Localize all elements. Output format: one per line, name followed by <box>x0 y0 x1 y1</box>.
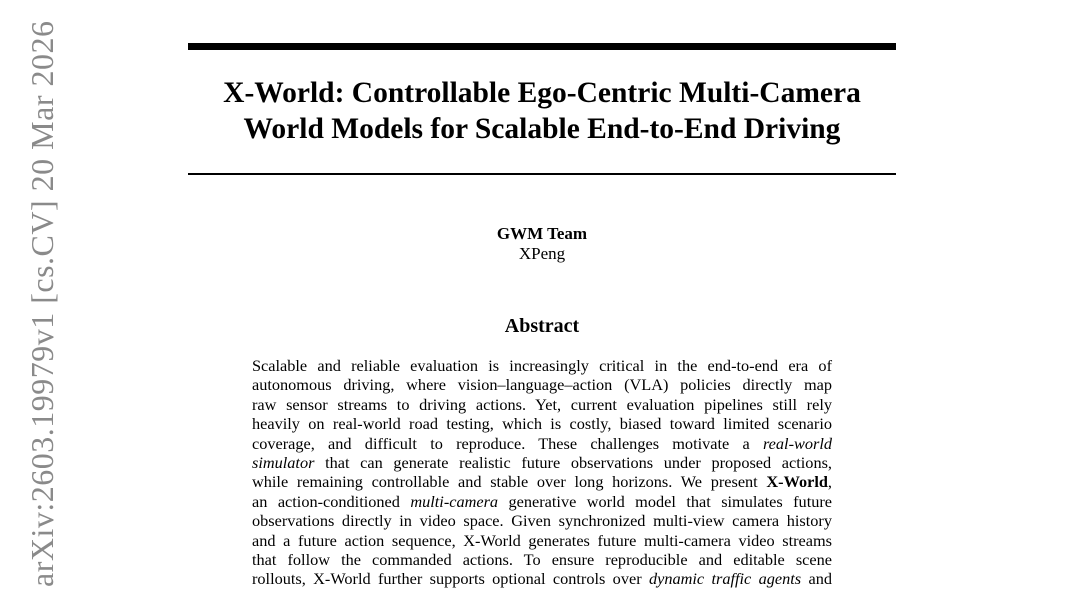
abstract-line <box>252 472 832 491</box>
abstract-line <box>252 531 832 550</box>
abstract-italic-text: real-world <box>762 433 832 453</box>
abstract-text: observations directly in video space. Given synchronized multi-view camera history <box>252 511 832 531</box>
abstract-text: coverage, and difficult to reproduce. These challenges motivate a <box>252 433 763 453</box>
abstract-text: raw sensor streams to driving actions. Yet, current evaluation pipelines still rely <box>252 394 832 414</box>
abstract-text: an action-conditioned <box>252 491 411 511</box>
abstract-text: and a future action sequence, X-World generates future multi-camera video streams <box>252 530 832 550</box>
author-name: GWM Team <box>496 224 588 243</box>
abstract-line <box>252 414 832 433</box>
abstract-text: generative world model that simulates future <box>498 491 833 511</box>
abstract-line <box>252 569 832 588</box>
paper-title <box>188 75 896 147</box>
abstract-line <box>252 550 832 569</box>
abstract-text: Scalable and reliable evaluation is increasingly critical in the end-to-end era of <box>252 356 832 375</box>
abstract-italic-text: multi-camera <box>410 491 499 511</box>
abstract-text: , <box>827 472 832 492</box>
abstract-line <box>252 434 832 453</box>
abstract-text: autonomous driving, where vision–language–action (VLA) policies directly map <box>252 375 832 395</box>
abstract-line <box>252 356 832 375</box>
abstract-line <box>252 375 832 394</box>
abstract-line <box>252 395 832 414</box>
abstract-body <box>252 356 832 589</box>
abstract-line <box>252 453 832 472</box>
abstract-line <box>252 492 832 511</box>
title-line-2: World Models for Scalable End-to-End Driving <box>243 113 841 145</box>
abstract-text: while remaining controllable and stable over long horizons. We present <box>252 472 767 492</box>
author-affiliation: XPeng <box>518 244 566 263</box>
abstract-text: rollouts, X-World further supports optional controls over <box>252 569 649 589</box>
abstract-text: and <box>801 569 832 589</box>
abstract-italic-text: dynamic traffic agents <box>648 569 802 589</box>
abstract-italic-text: simulator <box>252 453 315 473</box>
title-top-rule <box>188 43 896 50</box>
title-line-1: X-World: Controllable Ego-Centric Multi-Camera <box>223 77 861 109</box>
abstract-text: that can generate realistic future observations under proposed actions, <box>314 453 832 473</box>
abstract-heading: Abstract <box>504 315 580 337</box>
abstract-bold-text: X-World <box>766 472 828 492</box>
author-block <box>188 224 896 264</box>
arxiv-identifier-stamp: arXiv:2603.19979v1 [cs.CV] 20 Mar 2026 <box>24 20 60 587</box>
abstract-text: that follow the commanded actions. To ensure reproducible and editable scene <box>252 550 832 570</box>
abstract-line <box>252 511 832 530</box>
title-bottom-rule <box>188 173 896 175</box>
abstract-text: heavily on real-world road testing, which is costly, biased toward limited scenario <box>252 414 832 434</box>
